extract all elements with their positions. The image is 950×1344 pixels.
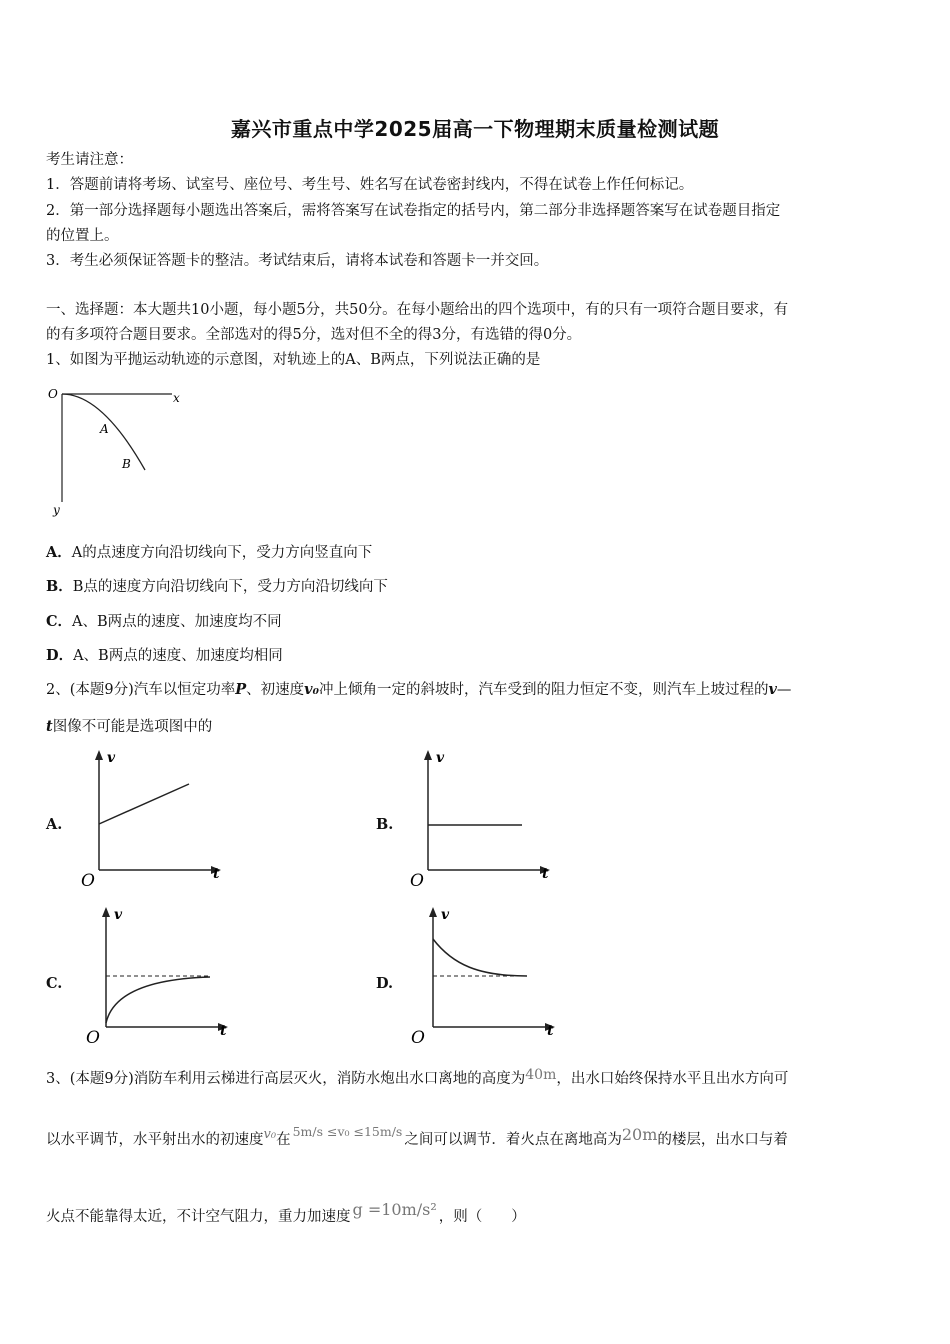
q2-graph-b-t: t <box>542 866 549 882</box>
notice-line-1: 1．答题前请将考场、试室号、座位号、考生号、姓名写在试卷密封线内，不得在试卷上作任何标记。 <box>46 177 694 193</box>
q2-graph-d-curve <box>433 939 527 976</box>
q3-line2-a: 以水平调节，水平射出水的初速度 <box>46 1132 264 1148</box>
q1-option-b[interactable] <box>46 577 388 597</box>
q2-p-symbol: P <box>235 681 247 698</box>
q2-graph-c-label[interactable]: C. <box>46 975 63 992</box>
q2-stem-part2: 、初速度 <box>246 682 305 698</box>
q3-h1: 40m <box>525 1067 557 1083</box>
q2-graph-a-v: v <box>107 750 116 766</box>
section-intro-line-1: 一、选择题：本大题共10小题，每小题5分，共50分。在每小题给出的四个选项中，有的只有一项符合题目要求，有 <box>46 302 789 318</box>
q2-graph-c-v: v <box>114 907 123 923</box>
q2-graph-d-origin: O <box>411 1028 425 1047</box>
q1-option-c-text: A、B两点的速度、加速度均不同 <box>72 614 282 630</box>
q3-line-2 <box>46 1124 788 1151</box>
q3-range: 5m/s ≤v₀ ≤15m/s <box>292 1124 403 1139</box>
notice-line-2: 2．第一部分选择题每小题选出答案后，需将答案写在试卷指定的括号内，第二部分非选择题答案写在试卷题目指定 <box>46 203 781 219</box>
q1-option-a[interactable] <box>46 543 372 563</box>
q2-stem-line2-text: 图像不可能是选项图中的 <box>52 719 213 735</box>
q2-stem-line-2 <box>46 717 212 737</box>
q1-point-a-label: A <box>100 422 109 436</box>
q2-graph-c <box>82 905 242 1047</box>
q3-line2-b: 在 <box>276 1132 291 1148</box>
q1-option-c[interactable] <box>46 612 282 632</box>
q2-graph-b-v: v <box>436 750 445 766</box>
q2-graph-a-origin: O <box>81 871 95 890</box>
notice-line-3: 的位置上。 <box>46 228 119 244</box>
q2-graph-a-label[interactable]: A. <box>46 816 63 833</box>
q2-graph-a-t: t <box>213 866 220 882</box>
q3-v0: v₀ <box>263 1127 277 1142</box>
section-intro-line-2: 的有多项符合题目要求。全部选对的得5分，选对但不全的得3分，有选错的得0分。 <box>46 327 582 343</box>
q3-line3-b: ，则（ ） <box>438 1209 526 1225</box>
page-title: 嘉兴市重点中学2025届高一下物理期末质量检测试题 <box>230 117 720 141</box>
q3-line1-b: ，出水口始终保持水平且出水方向可 <box>556 1071 789 1087</box>
q3-line-1 <box>46 1069 788 1089</box>
q1-option-c-label: C． <box>46 613 73 630</box>
q3-line3-a: 火点不能靠得太近，不计空气阻力，重力加速度 <box>46 1209 351 1225</box>
q2-graph-b-origin: O <box>410 871 424 890</box>
q3-line2-c: 之间可以调节．着火点在离地高为 <box>404 1132 622 1148</box>
q2-v0-symbol: v₀ <box>304 681 319 698</box>
q3-line1-a: 3、(本题9分)消防车利用云梯进行高层灭火，消防水炮出水口离地的高度为 <box>46 1071 526 1087</box>
q1-option-b-text: B点的速度方向沿切线向下，受力方向沿切线向下 <box>72 579 388 595</box>
notice-heading: 考生请注意： <box>46 152 133 168</box>
q2-graph-a-line <box>99 784 189 824</box>
q2-t-symbol: t <box>46 718 53 735</box>
q1-option-d[interactable] <box>46 646 283 666</box>
q3-g: g =10m/s² <box>352 1200 437 1219</box>
q2-graph-c-curve <box>106 977 210 1023</box>
q1-point-b-label: B <box>122 457 131 471</box>
q2-graph-b-label[interactable]: B. <box>376 816 394 833</box>
q2-graph-c-t: t <box>220 1023 227 1039</box>
q2-graph-d-t: t <box>547 1023 554 1039</box>
q1-option-a-text: A的点速度方向沿切线向下，受力方向竖直向下 <box>71 545 373 561</box>
q1-y-label: y <box>53 503 60 517</box>
q2-graph-c-origin: O <box>86 1028 100 1047</box>
q1-option-d-label: D． <box>46 647 74 664</box>
q2-dash: — <box>776 682 792 698</box>
q2-stem-line-1 <box>46 680 791 700</box>
q2-graph-d <box>409 905 569 1047</box>
q1-option-b-label: B． <box>46 578 73 595</box>
q1-x-label: x <box>173 391 180 405</box>
q1-origin-label: O <box>48 387 58 401</box>
q1-trajectory-figure <box>40 380 200 520</box>
q2-graph-a <box>75 748 235 890</box>
q2-graph-b <box>404 748 564 890</box>
q1-option-a-label: A． <box>46 544 72 561</box>
q2-stem-part1: 2、(本题9分)汽车以恒定功率 <box>46 682 236 698</box>
q2-graph-d-v: v <box>441 907 450 923</box>
q3-line-3 <box>46 1200 526 1227</box>
q2-graph-d-label[interactable]: D. <box>376 975 394 992</box>
q1-option-d-text: A、B两点的速度、加速度均相同 <box>73 648 283 664</box>
notice-line-4: 3．考生必须保证答题卡的整洁。考试结束后，请将本试卷和答题卡一并交回。 <box>46 253 549 269</box>
q3-line2-d: 的楼层，出水口与着 <box>657 1132 788 1148</box>
q1-stem: 1、如图为平抛运动轨迹的示意图，对轨迹上的A、B两点，下列说法正确的是 <box>46 352 541 368</box>
q2-v-symbol: v <box>768 681 777 698</box>
q3-h2: 20m <box>621 1125 658 1144</box>
q2-stem-part3: 冲上倾角一定的斜坡时，汽车受到的阻力恒定不变，则汽车上坡过程的 <box>318 682 769 698</box>
